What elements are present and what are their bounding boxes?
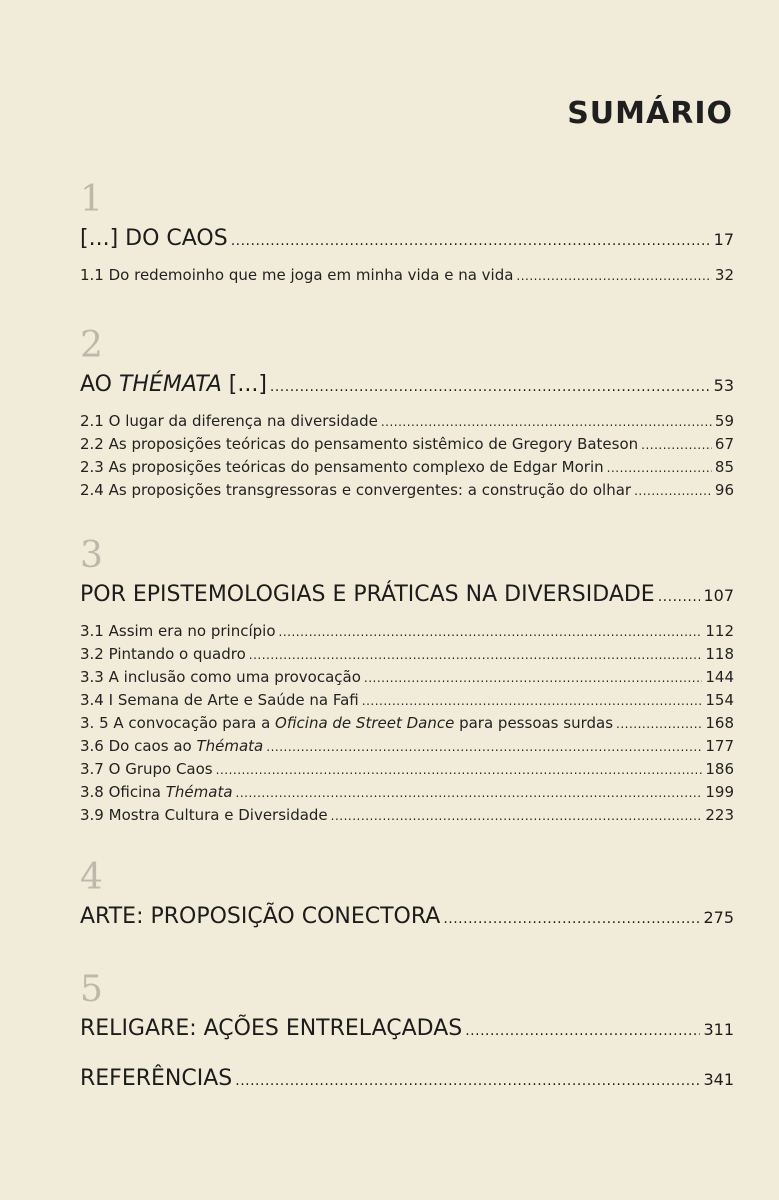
toc-entry-title: 3.8 Oficina Thémata (80, 783, 233, 801)
toc-entry-title: 3.9 Mostra Cultura e Diversidade (80, 806, 328, 824)
dot-leader (465, 1016, 700, 1046)
toc-entry-title: 2.2 As proposições teóricas do pensamento sistêmico de Gregory Bateson (80, 435, 639, 453)
toc-page-number: 85 (714, 458, 734, 476)
chapter-number: 5 (80, 969, 103, 1010)
toc-entry[interactable] (80, 643, 734, 666)
toc-page-number: 186 (705, 760, 734, 778)
dot-leader (331, 805, 703, 827)
dot-leader (236, 782, 703, 804)
toc-entry-title: 3.3 A inclusão como uma provocação (80, 668, 361, 686)
toc-page-number: 341 (703, 1070, 734, 1089)
toc-entry[interactable] (80, 620, 734, 643)
toc-entry[interactable] (80, 758, 734, 781)
toc-heading[interactable] (80, 580, 734, 612)
toc-entry-title: 3.6 Do caos ao Thémata (80, 737, 264, 755)
dot-leader (362, 690, 703, 712)
chapter-number: 1 (80, 179, 103, 220)
dot-leader (270, 372, 711, 402)
dot-leader (443, 904, 700, 934)
toc-entry[interactable] (80, 264, 734, 287)
toc-entry-title: 3.7 O Grupo Caos (80, 760, 213, 778)
toc-heading[interactable] (80, 370, 734, 402)
toc-entry[interactable] (80, 410, 734, 433)
toc-page-number: 311 (703, 1020, 734, 1039)
toc-entry[interactable] (80, 712, 734, 735)
dot-leader (616, 713, 702, 735)
toc-page-number: 177 (705, 737, 734, 755)
toc-page-number: 67 (714, 435, 734, 453)
dot-leader (216, 759, 703, 781)
dot-leader (641, 434, 712, 456)
toc-heading-title: ARTE: PROPOSIÇÃO CONECTORA (80, 904, 441, 929)
dot-leader (658, 582, 701, 612)
toc-entry[interactable] (80, 735, 734, 758)
toc-heading[interactable] (80, 224, 734, 256)
toc-heading-title: RELIGARE: AÇÕES ENTRELAÇADAS (80, 1016, 463, 1041)
chapter-number: 3 (80, 535, 103, 576)
toc-entry-title: 3.4 I Semana de Arte e Saúde na Fafi (80, 691, 359, 709)
toc-entry[interactable] (80, 781, 734, 804)
references-section (80, 1064, 734, 1096)
toc-page-number: 199 (705, 783, 734, 801)
toc-heading[interactable] (80, 1014, 734, 1046)
toc-page-number: 17 (713, 230, 734, 249)
toc-entry[interactable] (80, 456, 734, 479)
toc-page-number: 154 (705, 691, 734, 709)
page-title: SUMÁRIO (567, 96, 733, 132)
toc-heading[interactable] (80, 1064, 734, 1096)
toc-page-number: 275 (703, 908, 734, 927)
chapter-2 (80, 325, 734, 502)
dot-leader (266, 736, 702, 758)
chapter-5 (80, 969, 734, 1046)
toc-page-number: 32 (714, 266, 734, 284)
dot-leader (381, 411, 712, 433)
toc-entry-title: 3. 5 A convocação para a Oficina de Street Dance para pessoas surdas (80, 714, 614, 732)
toc-entry-title: 3.1 Assim era no princípio (80, 622, 276, 640)
dot-leader (235, 1066, 700, 1096)
toc-entry-title: 1.1 Do redemoinho que me joga em minha vida e na vida (80, 266, 514, 284)
toc-entry-title: 3.2 Pintando o quadro (80, 645, 246, 663)
toc-entry-title: 2.1 O lugar da diferença na diversidade (80, 412, 378, 430)
chapter-1 (80, 179, 734, 287)
toc-entry-title: 2.3 As proposições teóricas do pensamento complexo de Edgar Morin (80, 458, 604, 476)
chapter-3 (80, 535, 734, 827)
dot-leader (231, 226, 711, 256)
toc-entry[interactable] (80, 804, 734, 827)
toc-page-number: 168 (705, 714, 734, 732)
toc-heading-title: POR EPISTEMOLOGIAS E PRÁTICAS NA DIVERSIDADE (80, 582, 655, 607)
toc-heading-title: AO THÉMATA [...] (80, 372, 267, 397)
toc-page-number: 144 (705, 668, 734, 686)
toc-page-number: 107 (703, 586, 734, 605)
dot-leader (249, 644, 703, 666)
toc-entry[interactable] (80, 689, 734, 712)
dot-leader (607, 457, 712, 479)
toc-entry-title: 2.4 As proposições transgressoras e convergentes: a construção do olhar (80, 481, 632, 499)
toc-page-number: 53 (713, 376, 734, 395)
chapter-4 (80, 857, 734, 934)
toc-entry[interactable] (80, 433, 734, 456)
toc-page-number: 118 (705, 645, 734, 663)
toc-heading-title: REFERÊNCIAS (80, 1066, 233, 1091)
toc-heading-title: [...] DO CAOS (80, 226, 228, 251)
dot-leader (634, 480, 712, 502)
toc-page-number: 112 (705, 622, 734, 640)
toc-heading[interactable] (80, 902, 734, 934)
chapter-number: 2 (80, 325, 103, 366)
toc-page-number: 96 (714, 481, 734, 499)
toc-entry[interactable] (80, 666, 734, 689)
chapter-number: 4 (80, 857, 103, 898)
dot-leader (364, 667, 702, 689)
dot-leader (279, 621, 703, 643)
toc-entry[interactable] (80, 479, 734, 502)
toc-page-number: 223 (705, 806, 734, 824)
dot-leader (516, 265, 711, 287)
toc-page-number: 59 (714, 412, 734, 430)
